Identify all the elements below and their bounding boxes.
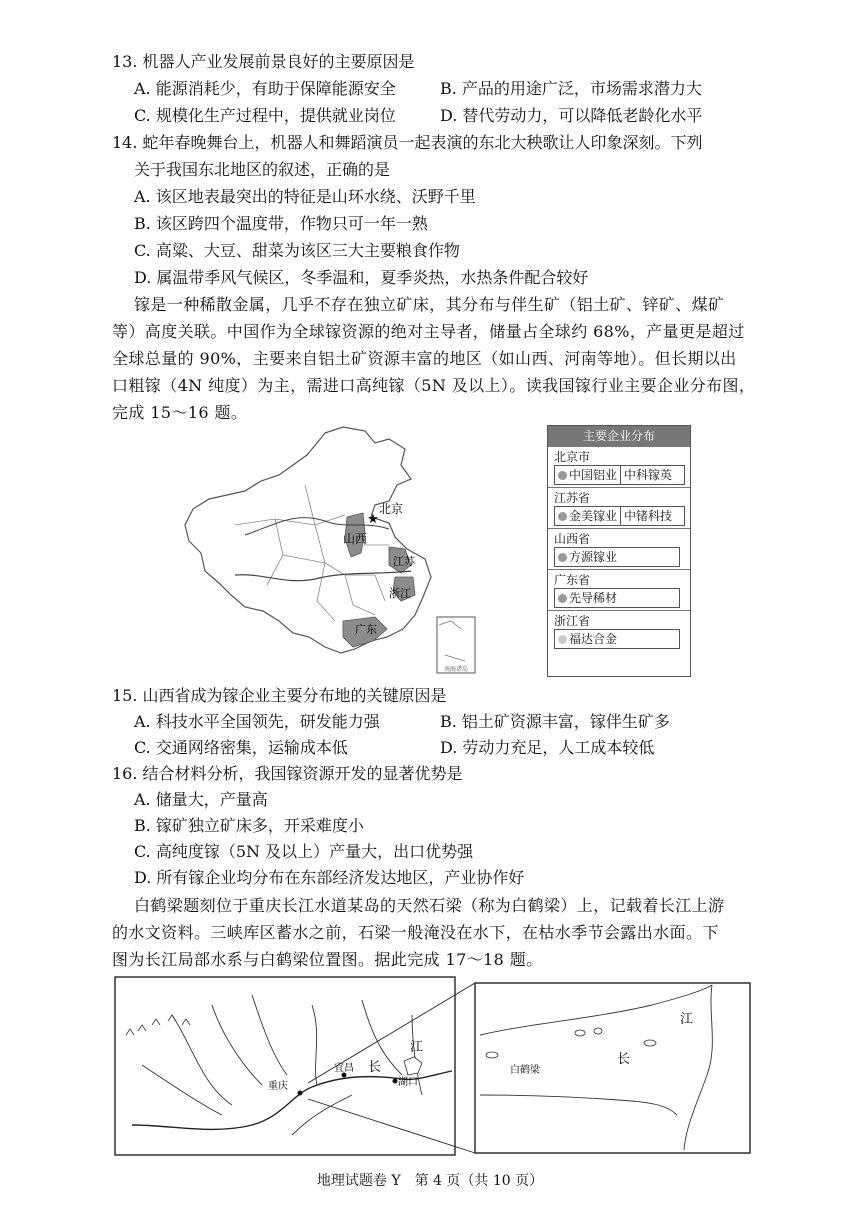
legend-title: 主要企业分布 bbox=[548, 426, 690, 446]
legend-group-beijing bbox=[548, 446, 690, 487]
q16-stem: 16. 结合材料分析，我国镓资源开发的显著优势是 bbox=[112, 764, 463, 783]
company-legend bbox=[547, 425, 691, 677]
legend-company: 中科镓英 bbox=[624, 468, 673, 482]
company-dot-icon bbox=[558, 471, 567, 480]
legend-group-jiangsu bbox=[548, 487, 690, 528]
legend-province: 广东省 bbox=[554, 573, 591, 587]
rock-islet bbox=[486, 1052, 498, 1058]
gallium-para-line: 等）高度关联。中国作为全球镓资源的绝对主导者，储量占全球约 68%，产量更是超过 bbox=[112, 322, 745, 341]
map-label-shanxi: 山西 bbox=[343, 532, 368, 546]
legend-province: 北京市 bbox=[554, 450, 591, 464]
company-dot-icon bbox=[558, 594, 567, 603]
q16-option-a[interactable]: A. 储量大，产量高 bbox=[134, 790, 268, 809]
company-dot-icon bbox=[558, 553, 567, 562]
inset-label: 南海诸岛 bbox=[443, 666, 469, 673]
legend-province: 江苏省 bbox=[554, 491, 591, 505]
gallium-para-line: 口粗镓（4N 纯度）为主，需进口高纯镓（5N 及以上）。读我国镓行业主要企业分布图， bbox=[112, 376, 756, 395]
chongqing-marker bbox=[298, 1091, 303, 1096]
map-label-chongqing: 重庆 bbox=[268, 1081, 288, 1092]
legend-company: 先导稀材 bbox=[555, 589, 620, 607]
q13-option-a[interactable]: A. 能源消耗少，有助于保障能源安全 bbox=[134, 79, 396, 98]
q14-option-b[interactable]: B. 该区跨四个温度带，作物只可一年一熟 bbox=[134, 214, 428, 233]
map-label-beijing: 北京 bbox=[379, 502, 404, 516]
q15-option-d[interactable]: D. 劳动力充足，人工成本较低 bbox=[440, 738, 655, 757]
legend-group-shanxi bbox=[548, 528, 690, 569]
rock-islet bbox=[575, 1030, 585, 1036]
hukou-marker bbox=[393, 1079, 398, 1084]
legend-province: 山西省 bbox=[554, 532, 591, 546]
map-label-jiangsu: 江苏 bbox=[393, 555, 415, 568]
rock-islet bbox=[644, 1040, 656, 1046]
gallium-para-line: 全球总量的 90%，主要来自铝土矿资源丰富的地区（如山西、河南等地）。但长期以出 bbox=[112, 349, 737, 368]
gallium-para-line: 镓是一种稀散金属，几乎不存在独立矿床，其分布与伴生矿（铝土矿、锌矿、煤矿 bbox=[134, 295, 725, 314]
q15-option-c[interactable]: C. 交通网络密集，运输成本低 bbox=[134, 738, 348, 757]
map-label-zhejiang: 浙江 bbox=[389, 587, 411, 600]
q16-option-d[interactable]: D. 所有镓企业均分布在东部经济发达地区，产业协作好 bbox=[134, 868, 525, 887]
gallium-para-line: 完成 15～16 题。 bbox=[112, 403, 248, 422]
q16-option-b[interactable]: B. 镓矿独立矿床多，开采难度小 bbox=[134, 816, 364, 835]
baihe-para-line: 白鹤梁题刻位于重庆长江水道某岛的天然石梁（称为白鹤梁）上，记载着长江上游 bbox=[134, 896, 725, 915]
company-dot-icon bbox=[558, 635, 567, 644]
map-label-jiang: 江 bbox=[410, 1040, 424, 1055]
baihe-para-line: 图为长江局部水系与白鹤梁位置图。据此完成 17～18 题。 bbox=[112, 950, 543, 969]
q13-option-d[interactable]: D. 替代劳动力，可以降低老龄化水平 bbox=[440, 106, 703, 125]
legend-company: 金美镓业 bbox=[555, 507, 621, 525]
legend-province: 浙江省 bbox=[554, 614, 591, 628]
legend-company: 福达合金 bbox=[555, 630, 620, 648]
baihe-para-line: 的水文资料。三峡库区蓄水之前，石梁一般淹没在水下，在枯水季节会露出水面。下 bbox=[112, 923, 719, 942]
detail-label-chang: 长 bbox=[617, 1052, 631, 1067]
map-label-chang: 长 bbox=[368, 1060, 382, 1075]
q14-option-d[interactable]: D. 属温带季风气候区，冬季温和，夏季炎热，水热条件配合较好 bbox=[134, 268, 589, 287]
q15-stem: 15. 山西省成为镓企业主要分布地的关键原因是 bbox=[112, 686, 447, 705]
beijing-star-icon: ★ bbox=[367, 512, 379, 527]
china-outline bbox=[185, 427, 431, 653]
legend-company: 方源镓业 bbox=[555, 548, 620, 566]
q13-option-b[interactable]: B. 产品的用途广泛，市场需求潜力大 bbox=[440, 79, 702, 98]
map-label-hukou: 湖口 bbox=[398, 1077, 418, 1088]
legend-company: 中锗科技 bbox=[624, 509, 673, 523]
map-label-yichang: 宜昌 bbox=[334, 1063, 354, 1074]
map-label-guangdong: 广东 bbox=[355, 623, 377, 636]
main-map-frame bbox=[115, 977, 455, 1155]
detail-label-jiang: 江 bbox=[680, 1012, 694, 1027]
rock-islet bbox=[594, 1028, 602, 1034]
legend-group-zhejiang bbox=[548, 610, 690, 651]
company-dot-icon bbox=[558, 512, 567, 521]
legend-group-guangdong bbox=[548, 569, 690, 610]
detail-label-baiheliang: 白鹤梁 bbox=[510, 1065, 540, 1076]
yangtze-baiheliang-map bbox=[112, 975, 752, 1160]
china-gallium-map bbox=[175, 425, 480, 680]
q14-stem-line2: 关于我国东北地区的叙述，正确的是 bbox=[134, 160, 391, 179]
q13-stem: 13. 机器人产业发展前景良好的主要原因是 bbox=[112, 52, 415, 71]
q14-stem-line1: 14. 蛇年春晚舞台上，机器人和舞蹈演员一起表演的东北大秧歌让人印象深刻。下列 bbox=[112, 133, 703, 152]
legend-company: 中国铝业 bbox=[555, 466, 621, 484]
q14-option-c[interactable]: C. 高粱、大豆、甜菜为该区三大主要粮食作物 bbox=[134, 241, 460, 260]
q13-option-c[interactable]: C. 规模化生产过程中，提供就业岗位 bbox=[134, 106, 396, 125]
q15-option-b[interactable]: B. 铝土矿资源丰富，镓伴生矿多 bbox=[440, 712, 670, 731]
q15-option-a[interactable]: A. 科技水平全国领先，研发能力强 bbox=[134, 712, 380, 731]
q14-option-a[interactable]: A. 该区地表最突出的特征是山环水绕、沃野千里 bbox=[134, 187, 476, 206]
page-footer: 地理试题卷 Y 第 4 页（共 10 页） bbox=[316, 1173, 544, 1189]
q16-option-c[interactable]: C. 高纯度镓（5N 及以上）产量大，出口优势强 bbox=[134, 842, 474, 861]
